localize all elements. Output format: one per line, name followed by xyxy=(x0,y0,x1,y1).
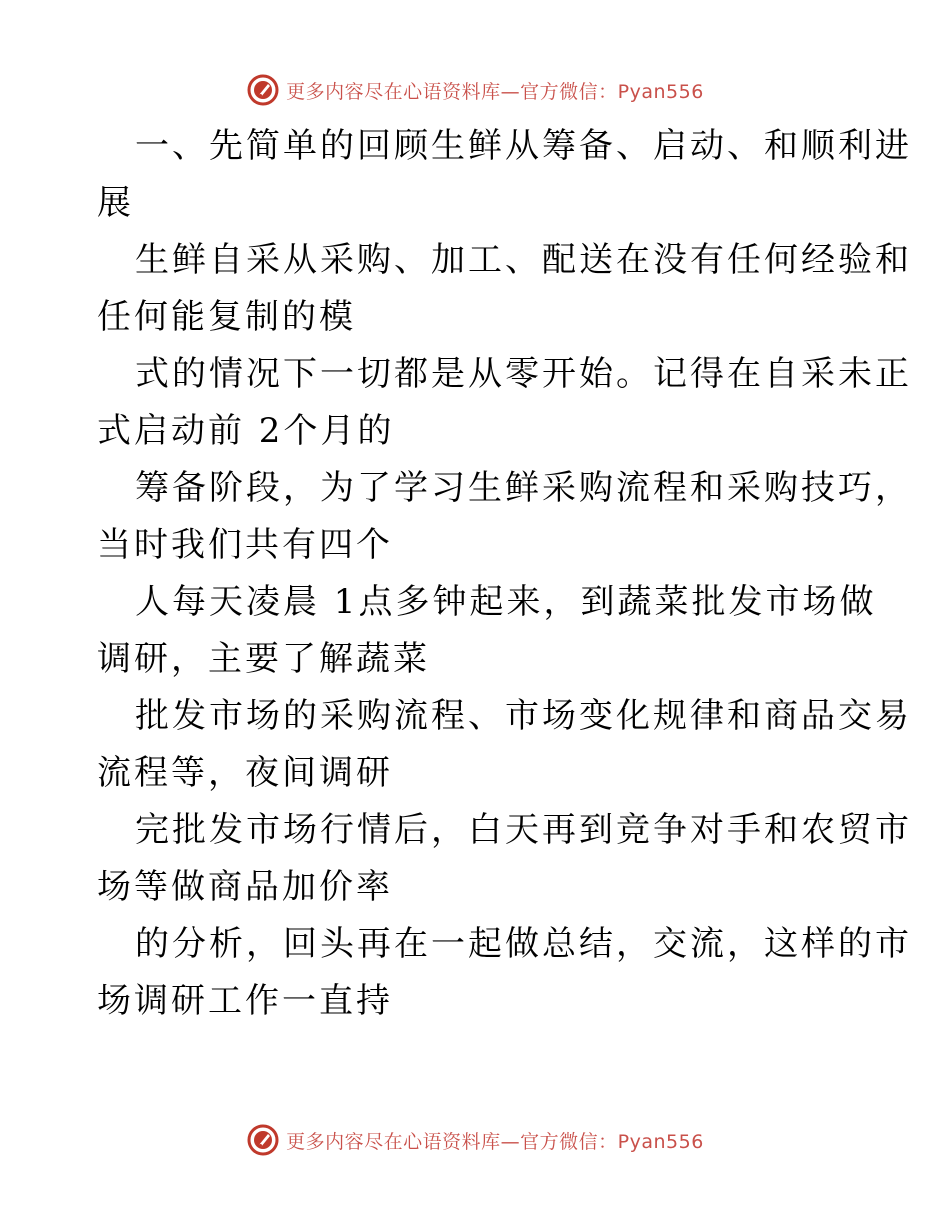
body-line: 流程等，夜间调研 xyxy=(97,753,393,793)
header-banner-inner xyxy=(246,73,704,107)
pen-nib-logo-icon xyxy=(246,73,280,107)
body-line: 批发市场的采购流程、市场变化规律和商品交易 xyxy=(135,696,912,736)
body-line: 展 xyxy=(97,183,134,223)
body-line: 调研，主要了解蔬菜 xyxy=(97,639,430,679)
body-line: 完批发市场行情后，白天再到竞争对手和农贸市 xyxy=(135,810,912,850)
header-banner xyxy=(0,70,950,110)
body-line: 的分析，回头再在一起做总结，交流，这样的市 xyxy=(135,924,912,964)
footer-banner-text: 更多内容尽在心语资料库—官方微信：Pyan556 xyxy=(286,1130,704,1153)
body-line: 一、先简单的回顾生鲜从筹备、启动、和顺利进 xyxy=(135,126,912,166)
body-line: 任何能复制的模 xyxy=(97,297,356,337)
header-banner-text: 更多内容尽在心语资料库—官方微信：Pyan556 xyxy=(286,80,704,103)
footer-banner xyxy=(0,1120,950,1160)
body-line: 人每天凌晨 1点多钟起来，到蔬菜批发市场做 xyxy=(135,582,877,622)
document-body xyxy=(97,118,912,1030)
body-line: 筹备阶段，为了学习生鲜采购流程和采购技巧， xyxy=(135,468,912,508)
body-line: 式的情况下一切都是从零开始。记得在自采未正 xyxy=(135,354,912,394)
pen-nib-logo-icon xyxy=(246,1123,280,1157)
body-line: 式启动前 2个月的 xyxy=(97,411,395,451)
footer-banner-inner xyxy=(246,1123,704,1157)
body-line: 场等做商品加价率 xyxy=(97,867,393,907)
body-line: 当时我们共有四个 xyxy=(97,525,393,565)
body-line: 生鲜自采从采购、加工、配送在没有任何经验和 xyxy=(135,240,912,280)
body-line: 场调研工作一直持 xyxy=(97,981,393,1021)
